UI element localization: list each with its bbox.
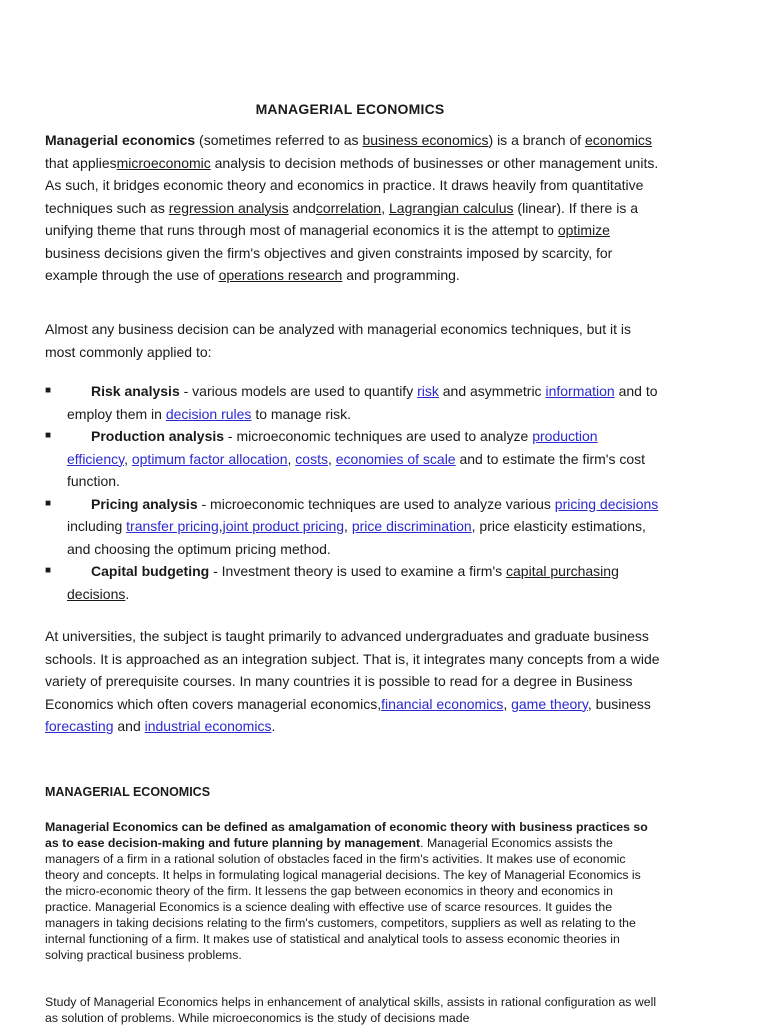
bullet-title: Production analysis	[91, 428, 225, 444]
link-business-economics[interactable]: business economics	[362, 132, 489, 148]
intro-paragraph: Managerial economics (sometimes referred to as business economics) is a branch of economics that appliesmicroeconomic analysis to decision methods of businesses or other management units. As such, it bridges economic theory and economics in practice. It draws heavily from quantitative techniques such as regression analysis andcorrelation, Lagrangian calculus (linear). If there is a unifying theme that runs through most of managerial economics it is the attempt to optimize business decisions given the firm's objectives and given constraints imposed by scarcity, for example through the use of operations research and programming.	[45, 132, 659, 283]
link-capital-purchasing-decisions[interactable]: capital purchasing decisions	[67, 563, 619, 602]
list-item: ■ Pricing analysis - microeconomic techniques are used to analyze various pricing decisions including transfer pricing,joint product pricing, price discrimination, price elasticity estimations, and choosing the optimum pricing method.	[45, 493, 660, 561]
page-title: MANAGERIAL ECONOMICS	[255, 101, 445, 117]
link-risk[interactable]: risk	[417, 383, 439, 399]
bullet-icon: ■	[45, 430, 52, 441]
bullet-title: Pricing analysis	[91, 495, 198, 512]
link-information[interactable]: information	[545, 383, 615, 399]
bullet-icon: ■	[45, 497, 52, 509]
definition-bold: Managerial Economics can be defined as amalgamation of economic theory with business practices so as to ease decision-making and future planning by management	[45, 820, 648, 850]
list-item: ■ Risk analysis - various models are used to quantify risk and asymmetric information and to employ them in decision rules to manage risk.	[45, 380, 660, 425]
link-microeconomic[interactable]: microeconomic	[116, 154, 211, 171]
link-financial-economics[interactable]: financial economics	[381, 695, 504, 712]
bullet-icon: ■	[45, 565, 52, 576]
definition-paragraph: Managerial Economics can be defined as amalgamation of economic theory with business practices so as to ease decision-making and future planning by management. Managerial Economics assists the managers of a firm in a rational solution of obstacles faced in the firm's activities. It makes use of economic theory and concepts. It helps in formulating logical managerial decisions. The key of Managerial Economics is the micro-economic theory of the firm. It lessens the gap between economics in theory and economics in practice. Managerial Economics is a science dealing with effective use of scarce resources. It guides the managers in taking decisions relating to the firm's customers, competitors, suppliers as well as relating to the internal functioning of a firm. It makes use of statistical and analytical tools to assess economic theories in solving practical business problems.	[45, 820, 648, 962]
link-operations-research[interactable]: operations research	[218, 267, 343, 283]
bullet-title: Capital budgeting	[91, 563, 210, 579]
link-economies-of-scale[interactable]: economies of scale	[335, 450, 456, 467]
applications-list	[45, 380, 660, 605]
link-game-theory[interactable]: game theory	[511, 695, 588, 712]
link-optimum-factor-allocation[interactable]: optimum factor allocation	[131, 450, 288, 467]
section-heading: MANAGERIAL ECONOMICS	[45, 785, 211, 799]
link-regression-analysis[interactable]: regression analysis	[168, 199, 289, 216]
bullet-title: Risk analysis	[91, 383, 180, 399]
list-item: ■ Production analysis - microeconomic techniques are used to analyze production efficiency, optimum factor allocation, costs, economies of scale and to estimate the firm's cost function.	[45, 425, 660, 493]
bullet-icon: ■	[45, 385, 52, 396]
link-decision-rules[interactable]: decision rules	[165, 405, 252, 422]
link-transfer-pricing[interactable]: transfer pricing	[126, 518, 219, 534]
link-costs[interactable]: costs	[295, 450, 328, 467]
universities-paragraph: At universities, the subject is taught primarily to advanced undergraduates and graduate business schools. It is approached as an integration subject. That is, it integrates many concepts from a wide variety of prerequisite courses. In many countries it is possible to read for a degree in Business Economics which often covers managerial economics,financial economics, game theory, business forecasting and industrial economics.	[45, 628, 660, 734]
term-managerial-economics: Managerial economics	[45, 132, 196, 148]
study-paragraph: Study of Managerial Economics helps in enhancement of analytical skills, assists in rational configuration as well as solution of problems. While microeconomics is the study of decisions made	[45, 995, 657, 1025]
link-pricing-decisions[interactable]: pricing decisions	[554, 495, 659, 512]
link-correlation[interactable]: correlation	[315, 199, 382, 216]
list-item: ■ Capital budgeting - Investment theory is used to examine a firm's capital purchasing decisions.	[45, 560, 660, 605]
link-economics[interactable]: economics	[585, 132, 652, 148]
link-price-discrimination[interactable]: price discrimination	[351, 518, 472, 534]
link-optimize[interactable]: optimize	[557, 222, 610, 238]
link-joint-product-pricing[interactable]: joint product pricing	[222, 518, 345, 534]
applications-intro: Almost any business decision can be analyzed with managerial economics techniques, but it is most commonly applied to:	[45, 321, 631, 360]
link-production-efficiency[interactable]: production efficiency	[67, 428, 598, 467]
link-lagrangian-calculus[interactable]: Lagrangian calculus	[389, 199, 514, 216]
link-industrial-economics[interactable]: industrial economics	[144, 718, 272, 734]
link-forecasting[interactable]: forecasting	[45, 718, 114, 734]
